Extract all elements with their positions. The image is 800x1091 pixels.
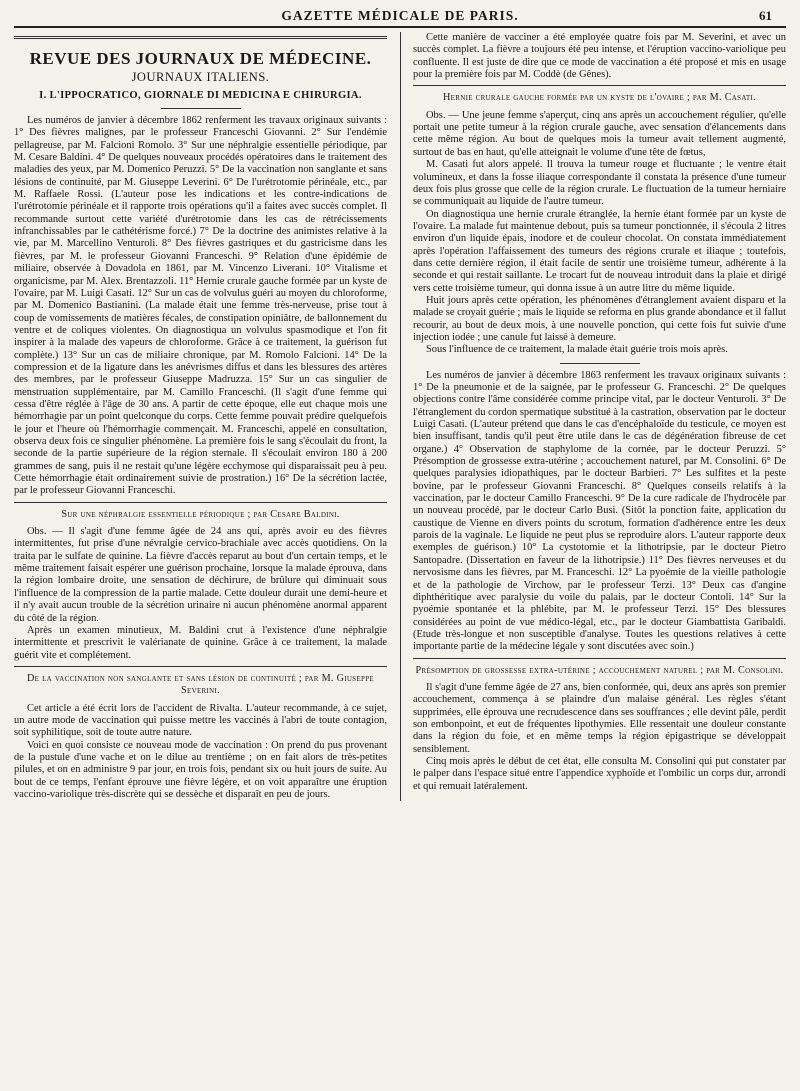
- paragraph: Les numéros de janvier à décembre 1862 renferment les travaux originaux suivants : 1° Des fièvres malignes, par le professeur Franceschi Giovanni. 2° Sur l'endémie pellagreuse, par M. Falcioni Romolo. 3° Sur une néphralgie essentielle périodique, par M. Cesare Baldini. 4° De quelques nouveaux procédés opératoires dans le traitement des maladies des yeux, par M. Domenico Peruzzi. 5° De la vaccination non sanglante et sans lésions de continuité, par M. Giuseppe Leverini. 6° De l'urétrotomie périnéale, etc., par M. Raffaele Rossi. (L'auteur pose les indications et les contre-indications de l'urétrotomie périnéale et il rapporte trois opérations qu'il a faites avec succès complet. Il recommande surtout cette variété d'urétrotomie dans les cas de rétrécissements infranchissables par le cathétérisme forcé.) 7° De la doctrine des animistes relative à la vie, par M. Marcellino Venturoli. 8° Des fièvres gastriques et du gastricisme dans les fièvres, par M. le professeur Giovanni Franceschi. 9° Relation d'une épidémie de miliaire, observée à Dovadola en 1861, par M. Vincenzo Liverani. 10° Vitalisme et organicisme, par M. Alex. Brentazzoli. 11° Hernie crurale gauche formée par un kyste de l'ovaire, par M. Luigi Casati. 12° Sur un cas de volvulus guéri au moyen du chloroforme, par M. Domenico Bastianini. (La malade était une femme très-nerveuse, prise tout à coup de vomissements de matières fécales, de constipation opiniâtre, de ballonnement du ventre et de coliques violentes. On diagnostiqua un volvulus spasmodique et l'on fit inspirer à la malade des vapeurs de chloroforme. Grâce à ce traitement, la guérison fut complète.) 13° Sur un cas de miliaire chronique, par M. Romolo Falcioni. 14° De la compression et de la ligature dans les anévrismes diffus et dans les blessures des artères des membres, par le professeur Giuseppe Madruzza. 15° Sur un cas singulier de menstruation supplémentaire, par M. Camillo Franceschi. (Il s'agit d'une femme qui cessa d'être réglée à l'âge de 30 ans. A partir de cette époque, elle eut chaque mois une hémorrhagie par un point quelconque du corps. Cette femme pouvait prédire quelquefois le jour et l'heure où l'hémorrhagie commençait. M. Franceschi, appelé en consultation, observa deux fois ce singulier phénomène. La première fois le sang s'écoulait du front, la seconde de la partie supérieure de la région sternale. Il s'écoulait environ 180 à 200 grammes de sang, puis il ne restait qu'une légère ecchymose qui disparaissait peu à peu. Cette hémorrhagie était ordinairement suivie de prostration.) 16° De la sécrétion lactée, par le professeur Giovanni Franceschi.: [14, 115, 387, 497]
- paragraph: Voici en quoi consiste ce nouveau mode de vaccination : On prend du pus provenant de la pustule d'une vache et on le dilue au trentième ; on en fait alors de très-petites pilules, et on en administre 9 par jour, en trois fois, pendant six ou huit jours de suite. Au bout de ce temps, l'enfant éprouve une fièvre légère, et on voit apparaître une éruption vaccino-variolique très-discrète qui se dessèche et disparaît en peu de jours.: [14, 739, 387, 801]
- journal-title: GAZETTE MÉDICALE DE PARIS.: [281, 8, 519, 23]
- divider: [14, 502, 387, 503]
- left-column: [14, 32, 387, 801]
- paragraph: Obs. — Une jeune femme s'aperçut, cinq ans après un accouchement régulier, qu'elle portait une petite tumeur à la région crurale gauche, avec sensation d'élancements dans cette même région. Au bout de quelques mois la tumeur avait tellement augmenté, surtout de bas en haut, qu'elle atteignait le volume d'une tête de fœtus,: [413, 109, 786, 158]
- paragraph: Cinq mois après le début de cet état, elle consulta M. Consolini qui put constater par le palper dans l'espace situé entre l'appendice xyphoïde et l'ombilic un corps dur, arrondi et qui remuait latéralement.: [413, 756, 786, 792]
- paragraph: On diagnostiqua une hernie crurale étranglée, la hernie étant formée par un kyste de l'ovaire. La malade fut maintenue debout, puis sa tumeur ponctionnée, il s'écoula 2 litres environ d'un liquide épais, inodore et de couleur chocolat. On constata immédiatement après l'opération l'affaissement des tumeurs des régions crurale et iliaque ; toutefois, dans cette dernière région, il était facile de sentir une troisième tumeur, adhérente à la seconde et qui restait saillante. Le trocart fut de nouveau introduit dans la plaie et dirigé vers cette troisième tumeur, qui donna issue à un autre litre du même liquide.: [413, 208, 786, 294]
- article-title: Hernie crurale gauche formée par un kyste de l'ovaire ; par M. Casati.: [443, 92, 756, 104]
- paragraph: M. Casati fut alors appelé. Il trouva la tumeur rouge et fluctuante ; le ventre était volumineux, et dans la fosse iliaque correspondante il constata la présence d'une tumeur deux fois plus grosse que celle de la région crurale. Le fluctuation de la tumeur herniaire se communiquait au liquide de l'autre tumeur.: [413, 159, 786, 208]
- paragraph: Après un examen minutieux, M. Baldini crut à l'existence d'une néphralgie intermittente et prescrivit le valérianate de quinine. Grâce à ce traitement, la malade guérit vite et complétement.: [14, 624, 387, 661]
- page-number: 61: [759, 8, 772, 23]
- divider: [161, 108, 241, 109]
- paragraph: Il s'agit d'une femme âgée de 27 ans, bien conformée, qui, deux ans après son premier accouchement, commença à se plaindre d'un malaise général. Les règles s'étant supprimées, elle éprouva une recrudescence dans ses souffrances ; elle devint pâle, perdit son embonpoint, et eut de fréquentes lipothymies. Elle ressentait une douleur constante dans la région du foie, et en même temps la région épigastrique se développait sensiblement.: [413, 681, 786, 755]
- paragraph: Cette manière de vacciner a été employée quatre fois par M. Severini, et avec un succès complet. La fièvre a toujours été peu intense, et l'éruption vaccino-variolique peu confluente. Il est juste de dire que ce mode de vaccination a été proposé et mis en usage pour la première fois par M. Coddè (de Gênes).: [413, 32, 786, 81]
- right-column: [413, 32, 786, 801]
- sub-title: JOURNAUX ITALIENS.: [131, 70, 270, 85]
- paragraph: Huit jours après cette opération, les phénomènes d'étranglement avaient disparu et la malade se croyait guérie ; mais le liquide se reforma en plus grande abondance et il fallut recourir, au bout de deux mois, à une nouvelle ponction, qui cette fois fut suivie d'une injection iodée ; une canule fut laissé à demeure.: [413, 294, 786, 343]
- running-head: [14, 6, 786, 28]
- article-title: De la vaccination non sanglante et sans lésion de continuité ; par M. Giuseppe Severini.: [27, 672, 374, 697]
- paragraph: Sous l'influence de ce traitement, la malade était guérie trois mois après.: [426, 344, 728, 356]
- article-title: Présomption de grossesse extra-utérine ; accouchement naturel ; par M. Consolini.: [415, 664, 784, 676]
- columns: [14, 32, 786, 801]
- paragraph: Cet article a été écrit lors de l'accident de Rivalta. L'auteur recommande, à ce sujet, un autre mode de vaccination qui puisse mettre les vaccinés à l'abri de toute contagion, soit syphilitique, soit de toute autre nature.: [14, 702, 387, 739]
- main-title: REVUE DES JOURNAUX DE MÉDECINE.: [29, 49, 372, 68]
- paragraph: Obs. — Il s'agit d'une femme âgée de 24 ans qui, après avoir eu des fièvres intermittentes, fut prise d'une névralgie cervico-brachiale avec accès quotidiens. On la traita par le sulfate de quinine. La fièvre d'accès reparut au bout d'un certain temps, et le même traitement faisait espérer une guérison prochaine, lorsque la malade éprouva, dans la région lombaire droite, une sensation de déchirure, de brûlure qui diminuait sous l'influence de la compression de la partie malade. Cette douleur durait une demi-heure et il n'y avait aucun trouble de la sécrétion urinaire ni aucun phénomène anormal apparent du côté de la région.: [14, 526, 387, 624]
- section-heading: I. L'IPPOCRATICO, GIORNALE DI MEDICINA E CHIRURGIA.: [39, 89, 362, 101]
- divider: [14, 666, 387, 667]
- divider: [560, 363, 640, 364]
- divider: [413, 658, 786, 659]
- article-title: Sur une néphralgie essentielle périodique ; par Cesare Baldini.: [61, 508, 340, 520]
- divider: [14, 36, 387, 39]
- paragraph: Les numéros de janvier à décembre 1863 renferment les travaux originaux suivants : 1° De la pneumonie et de la saignée, par le professeur G. Franceschi. 2° De quelques objections contre l'âme considérée comme principe vital, par le docteur Venturoli. 3° De l'étranglement du cordon spermatique substitué à la castration, observation par le docteur Luigi Casati. (L'auteur prétend que dans le cas d'encéphaloïde du testicule, ce moyen est bien insuffisant, tandis qu'il peut être utile dans le cas de dégénération fibreuse de cet organe.) 4° Observation de staphylome de la cornée, par le docteur Peruzzi. 5° Présomption de grossesse extra-utérine ; accouchement naturel, par M. Consolini. 6° De quelques paralysies idiopathiques, par le docteur Barbieri. 7° Les sulfites et la peste bovine, par le professeur Giovanni Franceschi. 8° Quelques conseils relatifs à la vaccination, par le docteur Camillo Franceschi. 9° De la cure radicale de l'hydrocèle par un nouveau procédé, par le docteur Carlo Busi. (Sitôt la ponction faite, application du caustique de Vienne en divers points du scrotum, formation d'adhérence entre les deux parois de la vaginale. Le liquide ne peut plus se reproduire alors. L'auteur rapporte deux exemples de guérison.) 10° La cystotomie et la lithotripsie, par le docteur Pietro Santopadre. (Dissertation en faveur de la lithotripsie.) 11° Des fièvres nerveuses et du nervosisme dans les fièvres, par M. Franceschi. 12° La pyoémie de la vieille pathologie et de la pathologie de Virchow, par le professeur Terzi. 13° Deux cas d'angine diphthéritique avec paralysie du voile du palais, par le docteur Contoli. 14° Sur la pyoémie spontanée et la phlébite, par M. le professeur Terzi. 15° Des blessures considérées au point de vue médico-légal, etc., par le docteur Giambattista Garibaldi. (Etude très-longue et non susceptible d'analyse. Toutes les questions relatives à cette importante partie de la médecine légale y sont discutées avec soin.): [413, 369, 786, 653]
- divider: [413, 85, 786, 86]
